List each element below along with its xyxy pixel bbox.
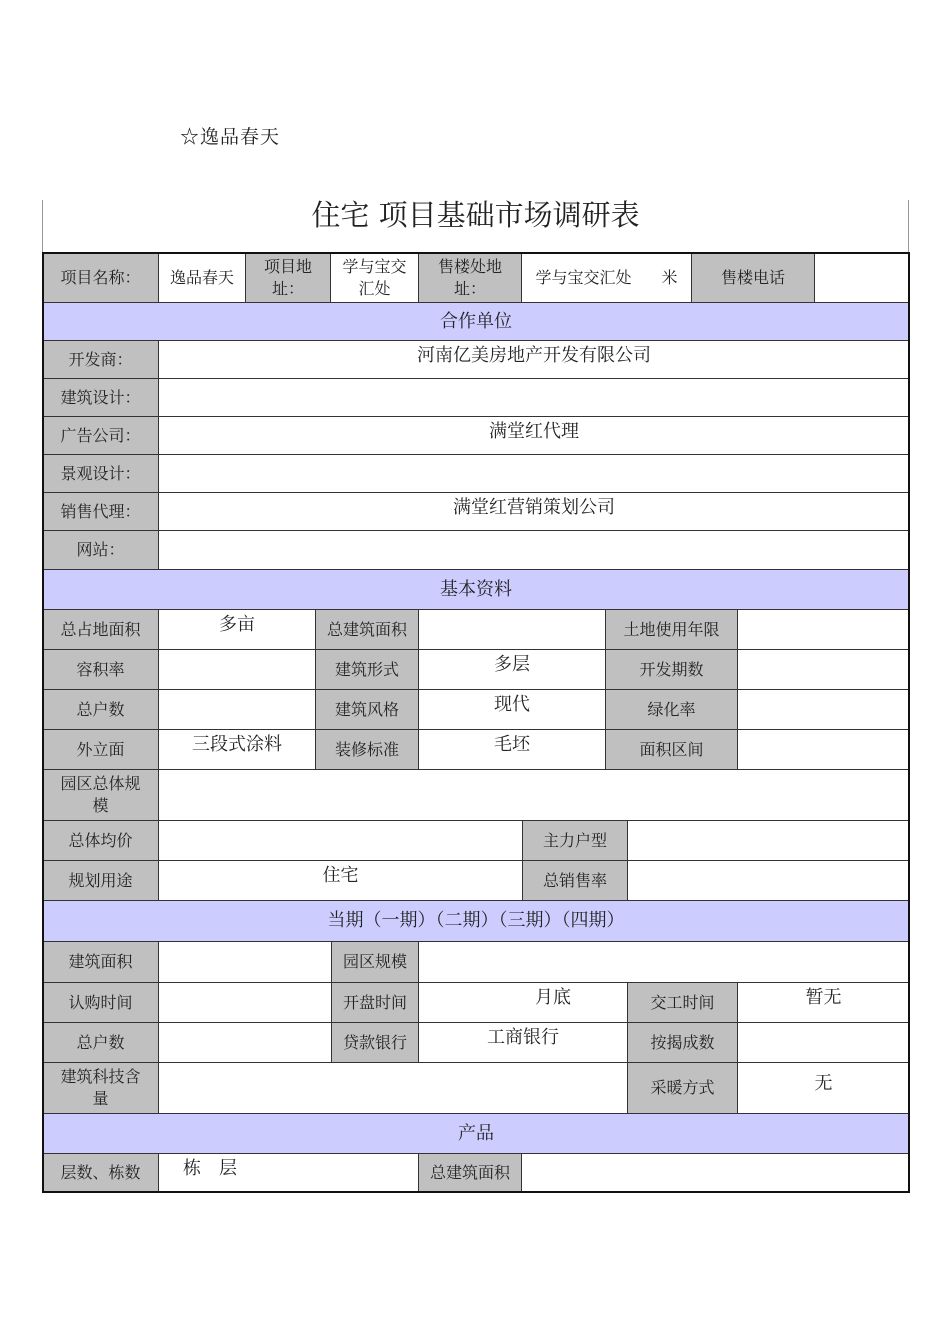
average-price-value [158, 820, 523, 861]
total-building-area-value [418, 609, 606, 650]
loan-bank-value: 工商银行 [418, 1022, 628, 1063]
planned-usage-label: 规划用途 [42, 860, 159, 901]
phase-building-area-value [158, 941, 332, 983]
phase-section-header: 当期（一期）（二期）（三期）（四期） [42, 900, 910, 942]
main-unit-type-label: 主力户型 [522, 820, 628, 861]
subscription-time-label: 认购时间 [42, 982, 159, 1023]
heating-method-value: 无 [737, 1062, 910, 1114]
plot-ratio-label: 容积率 [42, 649, 159, 690]
architecture-design-value [158, 378, 910, 417]
total-land-area-label: 总占地面积 [42, 609, 159, 650]
total-building-area-label: 总建筑面积 [315, 609, 419, 650]
building-style-label: 建筑风格 [315, 689, 419, 730]
page-title: 住宅 项目基础市场调研表 [42, 200, 909, 252]
total-households-value [158, 689, 316, 730]
building-form-value: 多层 [418, 649, 606, 690]
facade-label: 外立面 [42, 729, 159, 770]
buildings-unit: 栋 [183, 1158, 201, 1179]
sales-office-address-label: 售楼处地址： [418, 252, 522, 303]
sales-phone-value [814, 252, 910, 303]
loan-bank-label: 贷款银行 [331, 1022, 419, 1063]
project-name-value: 逸品春天 [158, 252, 246, 303]
heating-method-label: 采暖方式 [627, 1062, 738, 1114]
developer-value: 河南亿美房地产开发有限公司 [158, 340, 910, 379]
basic-info-section-header: 基本资料 [42, 569, 910, 610]
advertising-company-value: 满堂红代理 [158, 416, 910, 455]
building-form-label: 建筑形式 [315, 649, 419, 690]
project-address-value: 学与宝交汇处 [330, 252, 419, 303]
floors-unit: 层 [219, 1158, 237, 1179]
partners-section-header: 合作单位 [42, 302, 910, 341]
greening-rate-label: 绿化率 [605, 689, 738, 730]
area-range-label: 面积区间 [605, 729, 738, 770]
sales-office-address-value [521, 252, 692, 303]
sales-phone-label: 售楼电话 [691, 252, 815, 303]
delivery-time-value: 暂无 [737, 982, 910, 1023]
sales-office-unit: 米 [661, 267, 678, 287]
building-style-value: 现代 [418, 689, 606, 730]
website-label: 网站： [42, 530, 159, 570]
decoration-standard-label: 装修标准 [315, 729, 419, 770]
opening-time-label: 开盘时间 [331, 982, 419, 1023]
product-total-area-value [521, 1153, 910, 1193]
website-value [158, 530, 910, 570]
decoration-standard-value: 毛坯 [418, 729, 606, 770]
building-technology-label: 建筑科技含量 [42, 1062, 159, 1114]
plot-ratio-value [158, 649, 316, 690]
document-header: ☆逸品春天 [180, 126, 281, 148]
phase-building-area-label: 建筑面积 [42, 941, 159, 983]
development-phases-value [737, 649, 910, 690]
product-section-header: 产品 [42, 1113, 910, 1154]
total-land-area-value: 多亩 [158, 609, 316, 650]
architecture-design-label: 建筑设计： [42, 378, 159, 417]
area-range-value [737, 729, 910, 770]
planned-usage-value: 住宅 [158, 860, 523, 901]
building-technology-value [158, 1062, 628, 1114]
floors-buildings-label: 层数、栋数 [42, 1153, 159, 1193]
total-households-label: 总户数 [42, 689, 159, 730]
greening-rate-value [737, 689, 910, 730]
main-unit-type-value [627, 820, 910, 861]
development-phases-label: 开发期数 [605, 649, 738, 690]
phase-households-value [158, 1022, 332, 1063]
project-address-label: 项目地址： [245, 252, 331, 303]
project-name-label: 项目名称： [42, 252, 159, 303]
sales-rate-value [627, 860, 910, 901]
phase-park-scale-label: 园区规模 [331, 941, 419, 983]
phase-park-scale-value [418, 941, 910, 983]
delivery-time-label: 交工时间 [627, 982, 738, 1023]
landscape-design-label: 景观设计： [42, 454, 159, 493]
park-overall-scale-label: 园区总体规模 [42, 769, 159, 821]
park-overall-scale-value [158, 769, 910, 821]
opening-time-value: 月底 [418, 982, 628, 1023]
average-price-label: 总体均价 [42, 820, 159, 861]
phase-households-label: 总户数 [42, 1022, 159, 1063]
mortgage-ratio-value [737, 1022, 910, 1063]
floors-buildings-value [158, 1153, 419, 1193]
advertising-company-label: 广告公司： [42, 416, 159, 455]
subscription-time-value [158, 982, 332, 1023]
sales-rate-label: 总销售率 [522, 860, 628, 901]
land-use-years-value [737, 609, 910, 650]
sales-agent-label: 销售代理： [42, 492, 159, 531]
landscape-design-value [158, 454, 910, 493]
mortgage-ratio-label: 按揭成数 [627, 1022, 738, 1063]
land-use-years-label: 土地使用年限 [605, 609, 738, 650]
sales-agent-value: 满堂红营销策划公司 [158, 492, 910, 531]
product-total-area-label: 总建筑面积 [418, 1153, 522, 1193]
sales-office-address-text: 学与宝交汇处 [535, 267, 632, 287]
developer-label: 开发商： [42, 340, 159, 379]
facade-value: 三段式涂料 [158, 729, 316, 770]
